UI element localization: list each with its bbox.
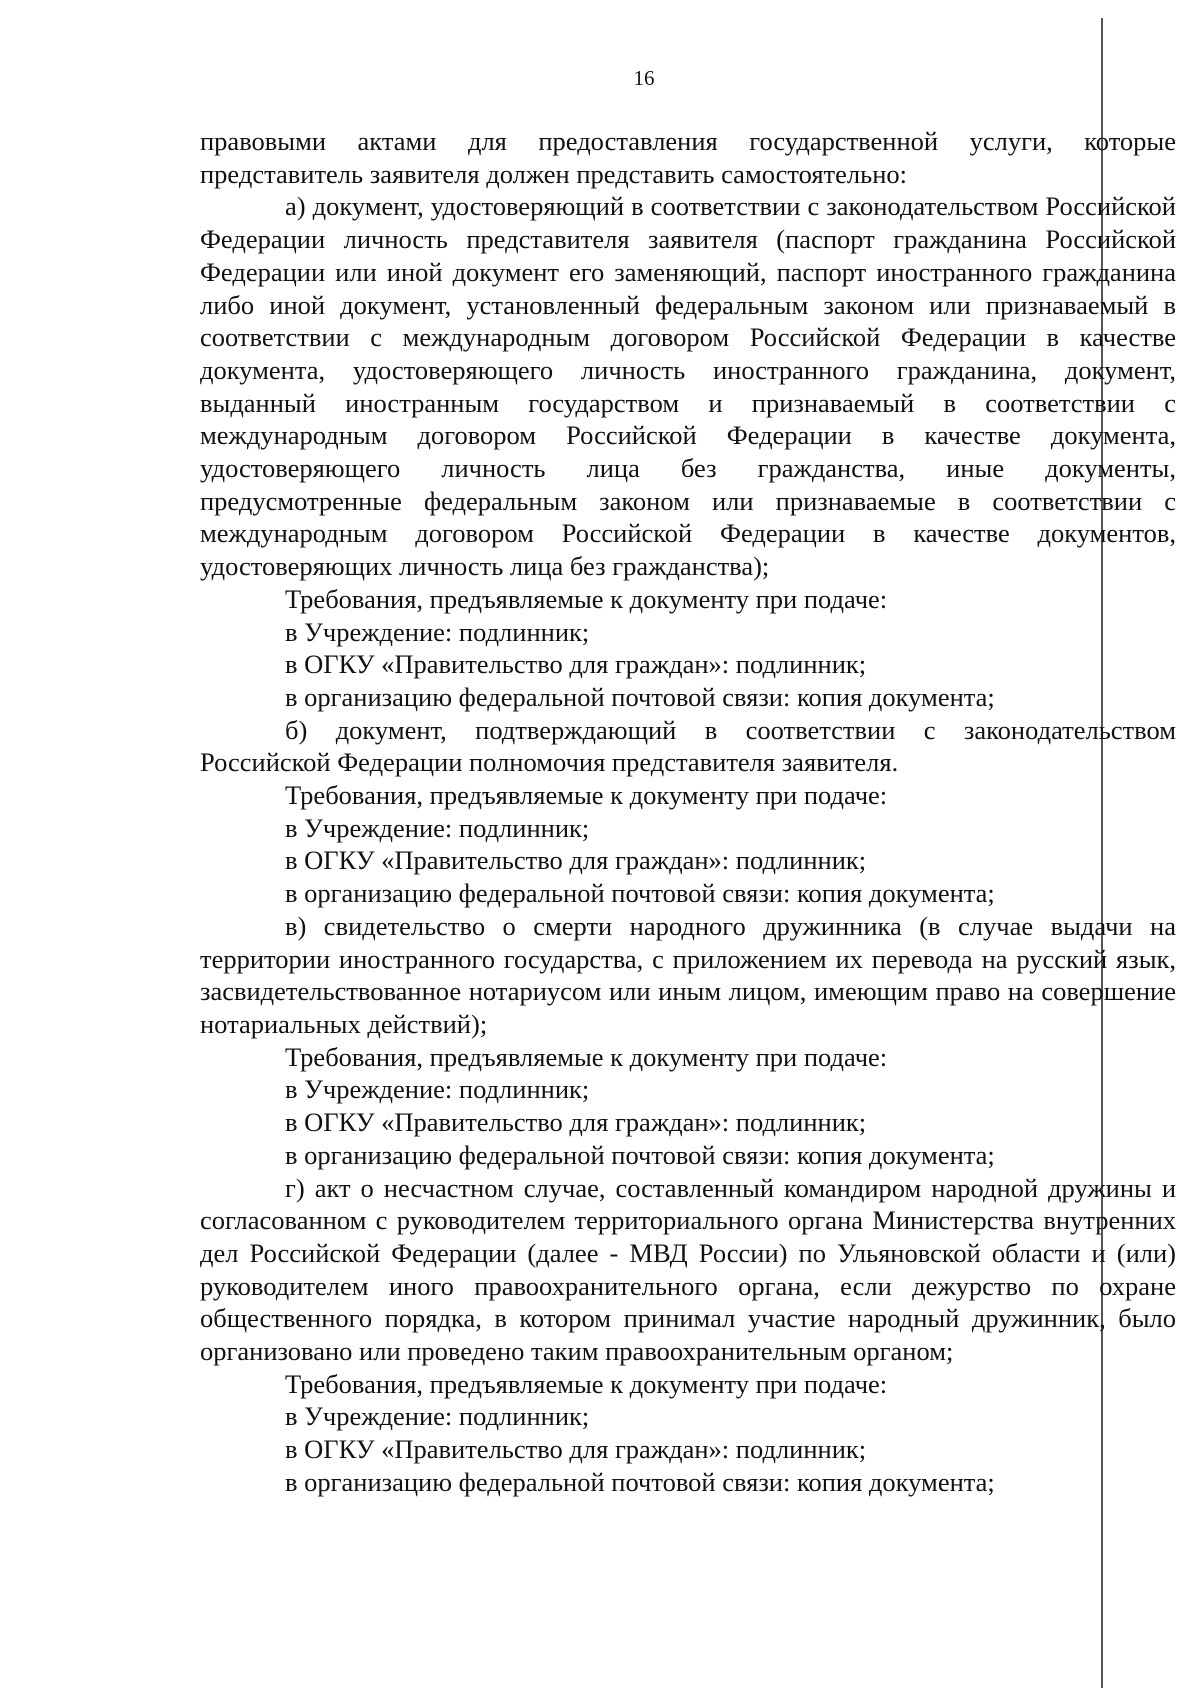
requirement-ogku: в ОГКУ «Правительство для граждан»: подлинник; <box>285 1107 867 1138</box>
requirement-institution: в Учреждение: подлинник; <box>285 1074 590 1105</box>
page-number: 16 <box>633 66 655 90</box>
paragraph-item-b: б) документ, подтверждающий в соответствии с законодательством Российской Федерации полномочия представителя заявителя. <box>200 714 1176 778</box>
requirements-title: Требования, предъявляемые к документу при подаче: <box>285 780 888 811</box>
requirement-ogku: в ОГКУ «Правительство для граждан»: подлинник; <box>285 845 867 876</box>
paragraph-item-g: г) акт о несчастном случае, составленный командиром народной дружины и согласованном с руководителем территориального органа Министерства внутренних дел Российской Федерации (далее - МВД России) по Ульяновской области и (или) руководителем иного правоохранительного органа, если дежурство по охране общественного порядка, в котором принимал участие народный дружинник, было организовано или проведено таким правоохранительным органом; <box>200 1172 1176 1367</box>
requirement-post: в организацию федеральной почтовой связи: копия документа; <box>285 878 995 909</box>
paragraph-intro: правовыми актами для предоставления государственной услуги, которые представитель заявителя должен представить самостоятельно: <box>200 126 1176 189</box>
requirements-title: Требования, предъявляемые к документу при подаче: <box>285 583 888 614</box>
requirement-ogku: в ОГКУ «Правительство для граждан»: подлинник; <box>285 1434 867 1465</box>
requirement-institution: в Учреждение: подлинник; <box>285 616 590 647</box>
requirement-institution: в Учреждение: подлинник; <box>285 1401 590 1432</box>
requirement-ogku: в ОГКУ «Правительство для граждан»: подлинник; <box>285 649 867 680</box>
requirement-post: в организацию федеральной почтовой связи: копия документа; <box>285 681 995 712</box>
requirement-institution: в Учреждение: подлинник; <box>285 812 590 843</box>
paragraph-item-a: а) документ, удостоверяющий в соответствии с законодательством Российской Федерации личность представителя заявителя (паспорт гражданина Российской Федерации или иной документ его заменяющий, паспорт иностранного гражданина либо иной документ, установленный федеральным законом или признаваемый в соответствии с международным договором Российской Федерации в качестве документа, удостоверяющего личность иностранного гражданина, документ, выданный иностранным государством и признаваемый в соответствии с международным договором Российской Федерации в качестве документа, удостоверяющего личность лица без гражданства, иные документы, предусмотренные федеральным законом или признаваемые в соответствии с международным договором Российской Федерации в качестве документов, удостоверяющих личность лица без гражданства); <box>200 191 1176 582</box>
requirement-post: в организацию федеральной почтовой связи: копия документа; <box>285 1466 995 1497</box>
requirements-title: Требования, предъявляемые к документу при подаче: <box>285 1041 888 1072</box>
document-body <box>200 125 1176 1499</box>
requirement-post: в организацию федеральной почтовой связи: копия документа; <box>285 1139 995 1170</box>
paragraph-item-v: в) свидетельство о смерти народного дружинника (в случае выдачи на территории иностранного государства, с приложением их перевода на русский язык, засвидетельствованное нотариусом или иным лицом, имеющим право на совершение нотариальных действий); <box>200 910 1176 1039</box>
requirements-title: Требования, предъявляемые к документу при подаче: <box>285 1368 888 1399</box>
